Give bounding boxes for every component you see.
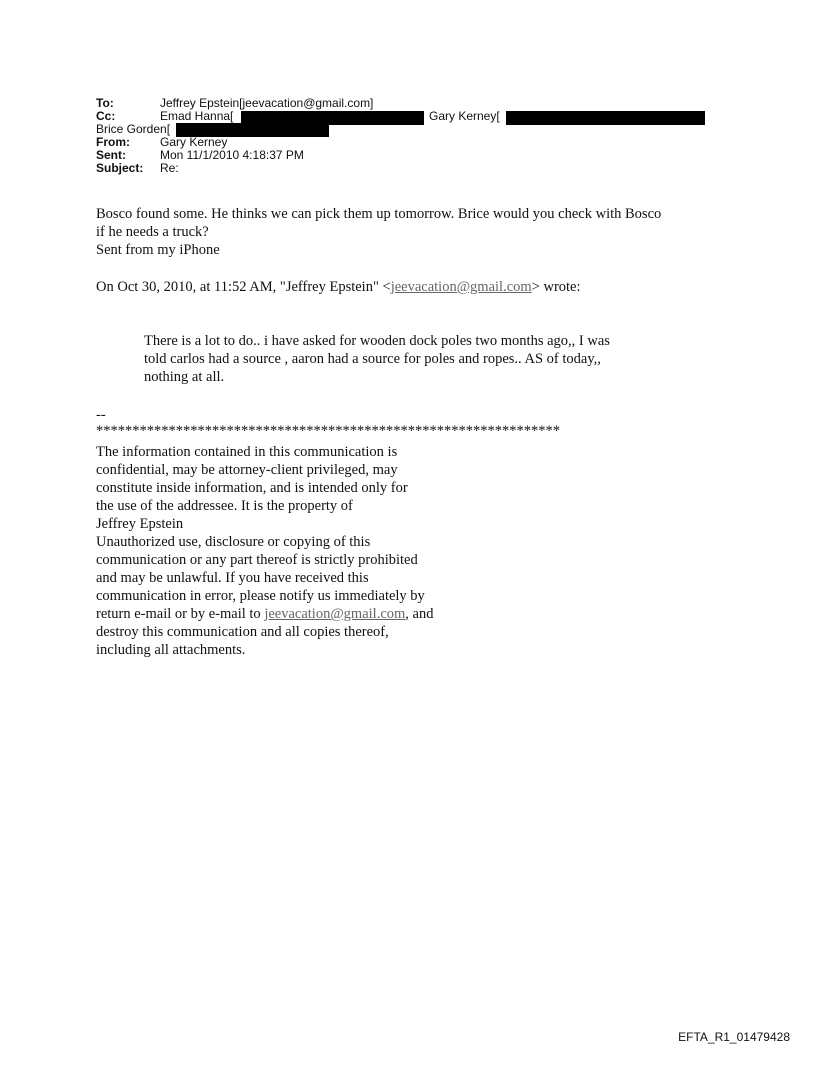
reply-intro-text: > wrote: bbox=[531, 279, 581, 295]
disclaimer-line: including all attachments. bbox=[96, 642, 246, 658]
from-label: From: bbox=[96, 135, 130, 149]
message-line: Bosco found some. He thinks we can pick them up tomorrow. Brice would you check with Bosco bbox=[96, 206, 662, 222]
quote-line: There is a lot to do.. i have asked for wooden dock poles two months ago,, I was bbox=[144, 333, 610, 349]
cc-value-gary: Gary Kerney[ bbox=[429, 109, 500, 123]
document-id: EFTA_R1_01479428 bbox=[678, 1030, 790, 1044]
quote-line: told carlos had a source , aaron had a source for poles and ropes.. AS of today,, bbox=[144, 351, 601, 367]
disclaimer-line: constitute inside information, and is intended only for bbox=[96, 480, 408, 496]
sent-label: Sent: bbox=[96, 148, 126, 162]
cc-value-emad: Emad Hanna[ bbox=[160, 109, 234, 123]
disclaimer-line: communication or any part thereof is strictly prohibited bbox=[96, 552, 418, 568]
message-line: Sent from my iPhone bbox=[96, 242, 220, 258]
separator-stars: **************************************************************** bbox=[96, 423, 560, 439]
message-body bbox=[96, 205, 661, 259]
disclaimer-line: and may be unlawful. If you have received this bbox=[96, 570, 369, 586]
confidentiality-disclaimer bbox=[96, 443, 433, 659]
email-link[interactable]: jeevacation@gmail.com bbox=[264, 606, 406, 622]
reply-intro-text: On Oct 30, 2010, at 11:52 AM, "Jeffrey Epstein" < bbox=[96, 279, 391, 295]
disclaimer-text: return e-mail or by e-mail to bbox=[96, 606, 265, 622]
to-label: To: bbox=[96, 96, 114, 110]
message-line: if he needs a truck? bbox=[96, 224, 209, 240]
cc-value-brice: Brice Gorden[ bbox=[96, 122, 171, 136]
disclaimer-line: Jeffrey Epstein bbox=[96, 516, 184, 532]
quote-line: nothing at all. bbox=[144, 369, 225, 385]
email-link[interactable]: jeevacation@gmail.com bbox=[390, 279, 532, 295]
sent-value: Mon 11/1/2010 4:18:37 PM bbox=[160, 148, 304, 162]
redaction-block bbox=[506, 111, 705, 125]
cc-label: Cc: bbox=[96, 109, 116, 123]
disclaimer-line: destroy this communication and all copies thereof, bbox=[96, 624, 389, 640]
disclaimer-text: , and bbox=[405, 606, 434, 622]
disclaimer-line bbox=[96, 605, 433, 623]
disclaimer-line: the use of the addressee. It is the property of bbox=[96, 498, 353, 514]
quoted-message bbox=[144, 332, 610, 386]
subject-label: Subject: bbox=[96, 161, 144, 175]
from-value: Gary Kerney bbox=[160, 135, 228, 149]
disclaimer-line: confidential, may be attorney-client privileged, may bbox=[96, 462, 398, 478]
signature-separator bbox=[96, 407, 560, 439]
disclaimer-line: communication in error, please notify us immediately by bbox=[96, 588, 425, 604]
separator-dashes: -- bbox=[96, 407, 106, 423]
to-value: Jeffrey Epstein[jeevacation@gmail.com] bbox=[160, 96, 374, 110]
reply-intro bbox=[96, 278, 581, 296]
disclaimer-line: The information contained in this communication is bbox=[96, 444, 398, 460]
disclaimer-line: Unauthorized use, disclosure or copying of this bbox=[96, 534, 371, 550]
subject-value: Re: bbox=[160, 161, 179, 175]
